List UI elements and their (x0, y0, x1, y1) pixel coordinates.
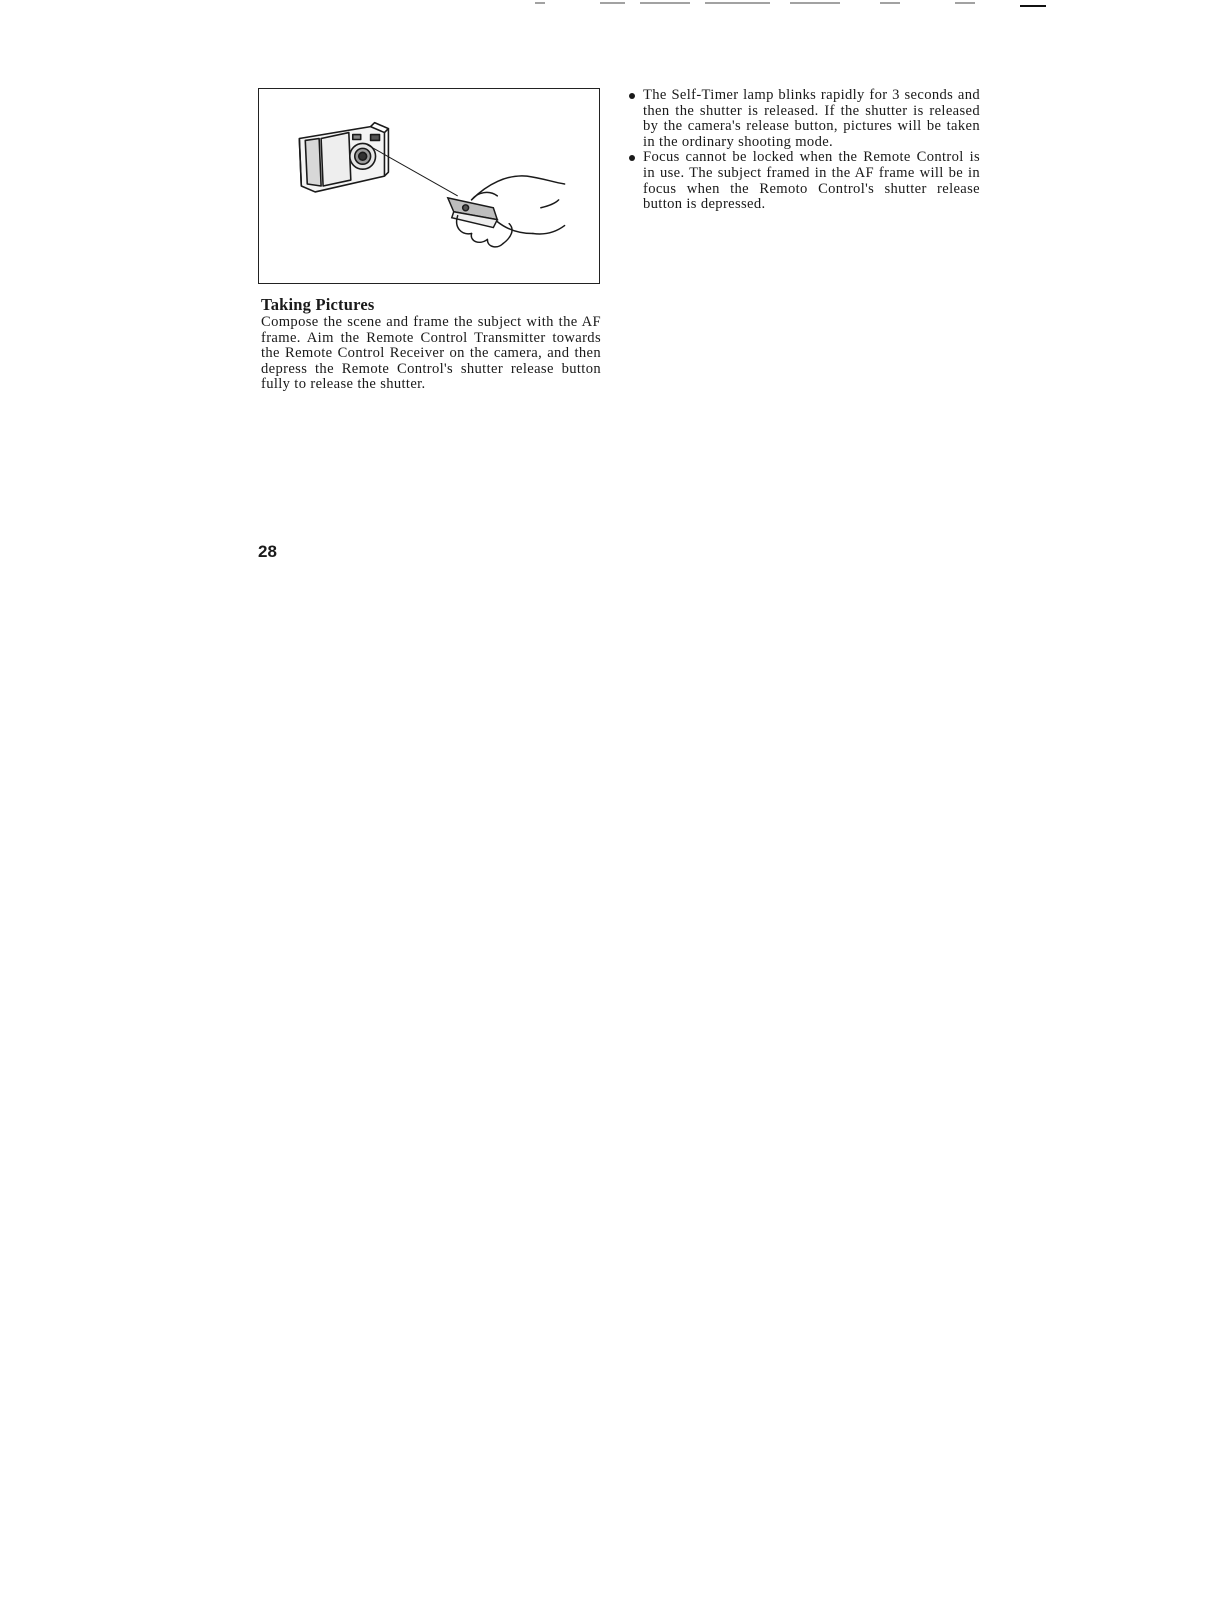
list-item (627, 88, 980, 150)
remote-control-icon (448, 198, 497, 228)
notes-list (627, 88, 980, 213)
camera-remote-drawing (259, 89, 599, 283)
section-heading: Taking Pictures (261, 295, 375, 314)
bullet-icon (629, 155, 635, 161)
section-body-text: Compose the scene and frame the subject with the AF frame. Aim the Remote Control Transmitter towards the Remote Control Receiver on the camera, and then depress the Remote Control's shutter release button fully to release the shutter. (261, 314, 601, 393)
note-text: Focus cannot be locked when the Remote Control is in use. The subject framed in the AF frame will be in focus when the Remoto Control's shutter release button is depressed. (643, 149, 980, 213)
page-number: 28 (258, 542, 277, 561)
remote-control-illustration (258, 88, 600, 284)
list-item (627, 150, 980, 212)
scan-edge-marks (0, 0, 1226, 20)
camera-icon (299, 123, 388, 192)
bullet-icon (629, 93, 635, 99)
note-text: The Self-Timer lamp blinks rapidly for 3 seconds and then the shutter is released. If the shutter is released by the camera's release button, pictures will be taken in the ordinary shooting mode. (643, 87, 980, 150)
